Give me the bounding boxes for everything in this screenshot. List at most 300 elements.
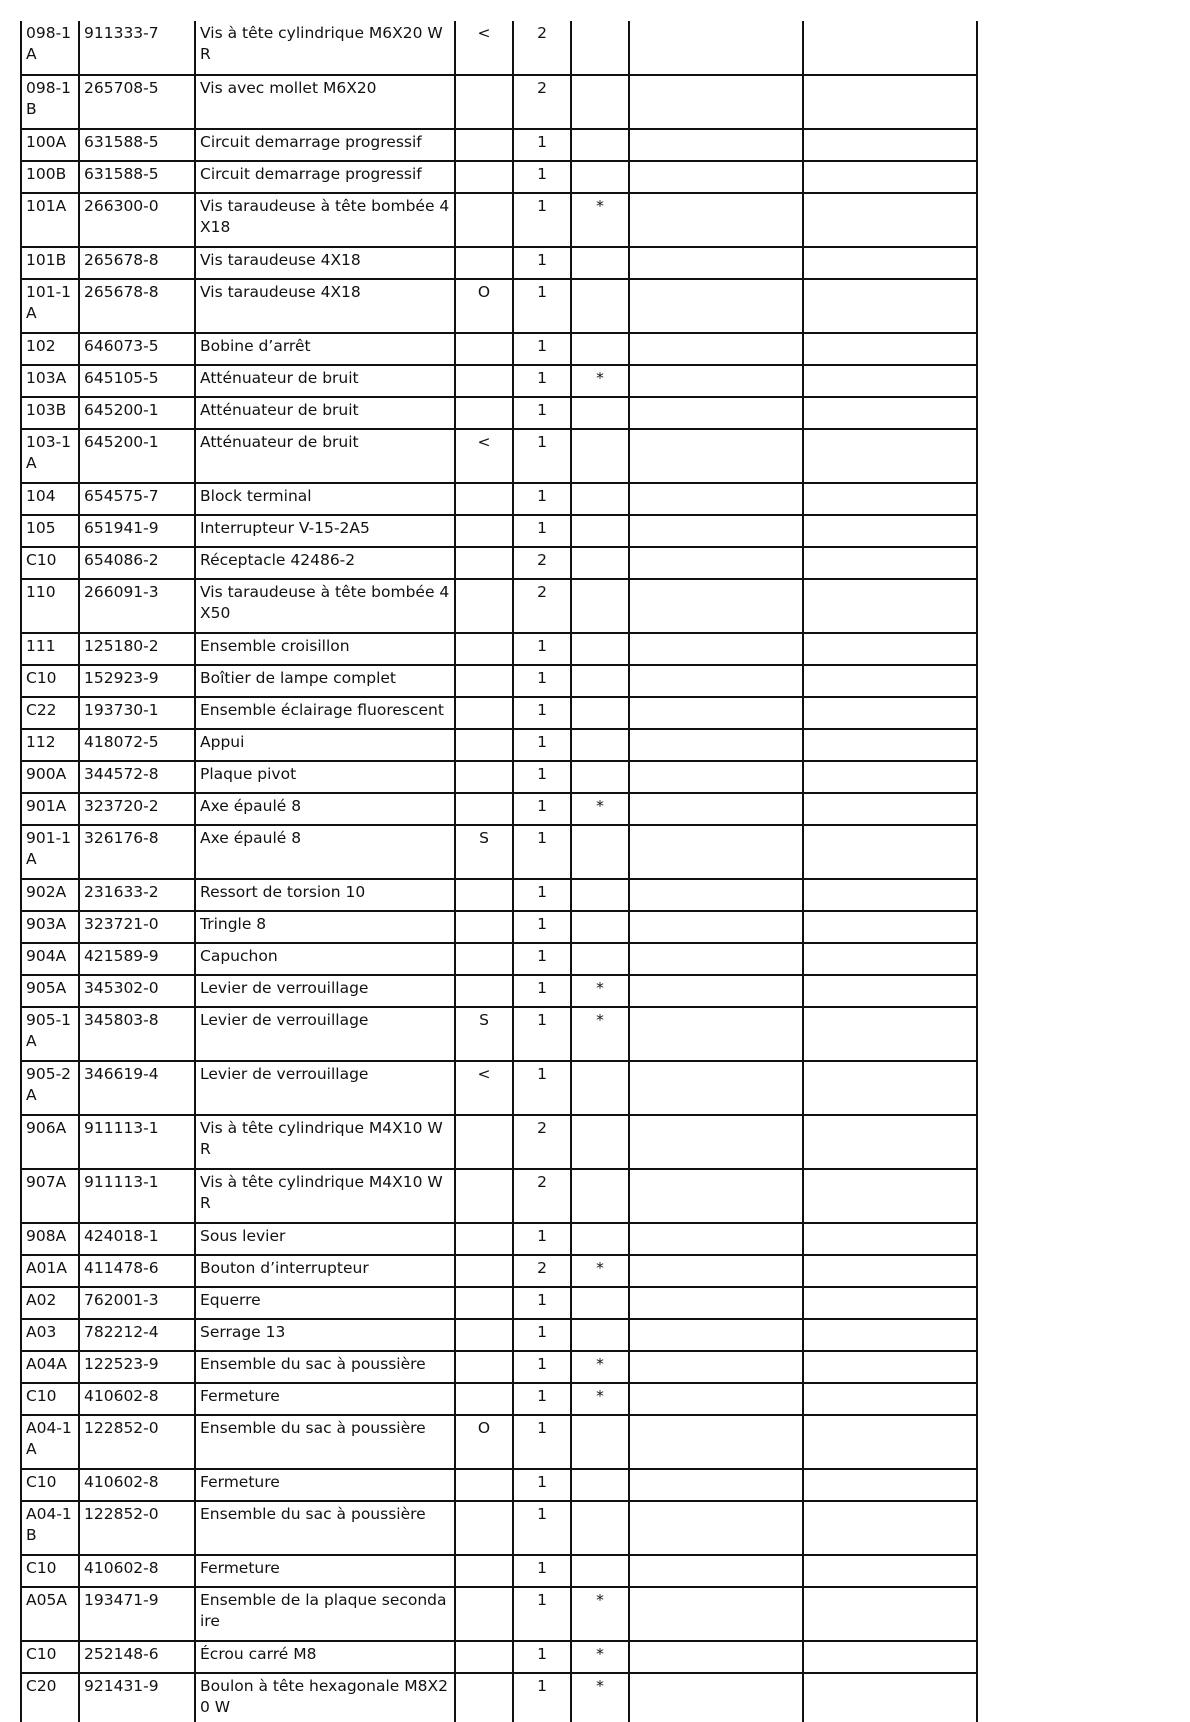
asterisk-cell: * [571, 1007, 629, 1061]
quantity-cell: 1 [513, 1673, 571, 1722]
asterisk-cell [571, 911, 629, 943]
item-no-cell: C22 [21, 697, 79, 729]
table-row [21, 1223, 977, 1255]
quantity-cell: 2 [513, 579, 571, 633]
item-no-cell: 906A [21, 1115, 79, 1169]
blank-col-1-cell [629, 761, 803, 793]
table-row [21, 129, 977, 161]
blank-col-1-cell [629, 793, 803, 825]
table-row [21, 761, 977, 793]
description-cell: Ensemble éclairage fluorescent [195, 697, 455, 729]
table-row [21, 247, 977, 279]
asterisk-cell [571, 75, 629, 129]
quantity-cell: 1 [513, 1501, 571, 1555]
mark-cell [455, 943, 513, 975]
description-cell: Fermeture [195, 1383, 455, 1415]
description-cell: Levier de verrouillage [195, 975, 455, 1007]
mark-cell [455, 1115, 513, 1169]
blank-col-2-cell [803, 943, 977, 975]
blank-col-2-cell [803, 975, 977, 1007]
item-no-cell: A04-1B [21, 1501, 79, 1555]
part-no-cell: 122852-0 [79, 1501, 195, 1555]
table-row [21, 161, 977, 193]
item-no-cell: C10 [21, 1469, 79, 1501]
mark-cell [455, 665, 513, 697]
blank-col-1-cell [629, 1223, 803, 1255]
description-cell: Levier de verrouillage [195, 1061, 455, 1115]
item-no-cell: 101A [21, 193, 79, 247]
asterisk-cell [571, 397, 629, 429]
description-cell: Ressort de torsion 10 [195, 879, 455, 911]
item-no-cell: 900A [21, 761, 79, 793]
quantity-cell: 1 [513, 483, 571, 515]
blank-col-1-cell [629, 729, 803, 761]
quantity-cell: 1 [513, 1319, 571, 1351]
mark-cell [455, 1223, 513, 1255]
asterisk-cell: * [571, 365, 629, 397]
item-no-cell: 111 [21, 633, 79, 665]
part-no-cell: 193471-9 [79, 1587, 195, 1641]
blank-col-1-cell [629, 193, 803, 247]
blank-col-1-cell [629, 911, 803, 943]
item-no-cell: 901-1A [21, 825, 79, 879]
quantity-cell: 2 [513, 1255, 571, 1287]
item-no-cell: 904A [21, 943, 79, 975]
item-no-cell: 103-1A [21, 429, 79, 483]
mark-cell: S [455, 825, 513, 879]
mark-cell [455, 365, 513, 397]
item-no-cell: 101B [21, 247, 79, 279]
description-cell: Vis à tête cylindrique M4X10 WR [195, 1169, 455, 1223]
item-no-cell: C10 [21, 1641, 79, 1673]
description-cell: Tringle 8 [195, 911, 455, 943]
quantity-cell: 2 [513, 547, 571, 579]
table-row [21, 1061, 977, 1115]
part-no-cell: 410602-8 [79, 1555, 195, 1587]
description-cell: Réceptacle 42486-2 [195, 547, 455, 579]
asterisk-cell: * [571, 975, 629, 1007]
item-no-cell: 110 [21, 579, 79, 633]
description-cell: Circuit demarrage progressif [195, 161, 455, 193]
asterisk-cell [571, 279, 629, 333]
description-cell: Axe épaulé 8 [195, 825, 455, 879]
part-no-cell: 265678-8 [79, 279, 195, 333]
blank-col-1-cell [629, 1555, 803, 1587]
blank-col-1-cell [629, 75, 803, 129]
part-no-cell: 911333-7 [79, 21, 195, 75]
parts-table [20, 21, 978, 1722]
description-cell: Equerre [195, 1287, 455, 1319]
blank-col-2-cell [803, 1169, 977, 1223]
item-no-cell: 907A [21, 1169, 79, 1223]
mark-cell [455, 729, 513, 761]
table-row [21, 793, 977, 825]
part-no-cell: 645200-1 [79, 397, 195, 429]
description-cell: Vis avec mollet M6X20 [195, 75, 455, 129]
quantity-cell: 1 [513, 247, 571, 279]
item-no-cell: A01A [21, 1255, 79, 1287]
quantity-cell: 1 [513, 879, 571, 911]
quantity-cell: 1 [513, 1415, 571, 1469]
item-no-cell: 103A [21, 365, 79, 397]
blank-col-2-cell [803, 1555, 977, 1587]
blank-col-1-cell [629, 633, 803, 665]
mark-cell [455, 793, 513, 825]
blank-col-1-cell [629, 1673, 803, 1722]
table-row [21, 1351, 977, 1383]
part-no-cell: 411478-6 [79, 1255, 195, 1287]
item-no-cell: A04A [21, 1351, 79, 1383]
quantity-cell: 1 [513, 1223, 571, 1255]
blank-col-1-cell [629, 1007, 803, 1061]
quantity-cell: 1 [513, 665, 571, 697]
description-cell: Circuit demarrage progressif [195, 129, 455, 161]
mark-cell: < [455, 21, 513, 75]
description-cell: Bobine d’arrêt [195, 333, 455, 365]
blank-col-2-cell [803, 1501, 977, 1555]
description-cell: Vis taraudeuse à tête bombée 4X50 [195, 579, 455, 633]
part-no-cell: 266300-0 [79, 193, 195, 247]
item-no-cell: 905-2A [21, 1061, 79, 1115]
blank-col-2-cell [803, 515, 977, 547]
blank-col-2-cell [803, 825, 977, 879]
table-row [21, 397, 977, 429]
blank-col-1-cell [629, 397, 803, 429]
blank-col-1-cell [629, 1351, 803, 1383]
asterisk-cell [571, 1115, 629, 1169]
asterisk-cell [571, 515, 629, 547]
quantity-cell: 2 [513, 75, 571, 129]
description-cell: Vis à tête cylindrique M4X10 WR [195, 1115, 455, 1169]
blank-col-2-cell [803, 279, 977, 333]
asterisk-cell [571, 1287, 629, 1319]
part-no-cell: 266091-3 [79, 579, 195, 633]
asterisk-cell: * [571, 1587, 629, 1641]
description-cell: Axe épaulé 8 [195, 793, 455, 825]
description-cell: Block terminal [195, 483, 455, 515]
asterisk-cell [571, 547, 629, 579]
mark-cell [455, 333, 513, 365]
table-row [21, 633, 977, 665]
table-row [21, 1383, 977, 1415]
blank-col-1-cell [629, 333, 803, 365]
blank-col-1-cell [629, 1469, 803, 1501]
part-no-cell: 323720-2 [79, 793, 195, 825]
part-no-cell: 645105-5 [79, 365, 195, 397]
item-no-cell: 101-1A [21, 279, 79, 333]
description-cell: Sous levier [195, 1223, 455, 1255]
mark-cell: < [455, 1061, 513, 1115]
blank-col-1-cell [629, 1115, 803, 1169]
description-cell: Atténuateur de bruit [195, 365, 455, 397]
blank-col-2-cell [803, 547, 977, 579]
mark-cell: O [455, 279, 513, 333]
mark-cell [455, 483, 513, 515]
item-no-cell: A02 [21, 1287, 79, 1319]
asterisk-cell [571, 943, 629, 975]
item-no-cell: A03 [21, 1319, 79, 1351]
table-row [21, 483, 977, 515]
blank-col-2-cell [803, 1587, 977, 1641]
part-no-cell: 193730-1 [79, 697, 195, 729]
description-cell: Interrupteur V-15-2A5 [195, 515, 455, 547]
item-no-cell: C10 [21, 665, 79, 697]
blank-col-2-cell [803, 633, 977, 665]
part-no-cell: 782212-4 [79, 1319, 195, 1351]
blank-col-1-cell [629, 825, 803, 879]
mark-cell [455, 1555, 513, 1587]
quantity-cell: 1 [513, 1007, 571, 1061]
asterisk-cell [571, 579, 629, 633]
item-no-cell: 903A [21, 911, 79, 943]
blank-col-1-cell [629, 515, 803, 547]
part-no-cell: 346619-4 [79, 1061, 195, 1115]
asterisk-cell [571, 247, 629, 279]
description-cell: Bouton d’interrupteur [195, 1255, 455, 1287]
quantity-cell: 2 [513, 21, 571, 75]
blank-col-2-cell [803, 129, 977, 161]
table-row [21, 729, 977, 761]
mark-cell [455, 547, 513, 579]
part-no-cell: 344572-8 [79, 761, 195, 793]
quantity-cell: 1 [513, 911, 571, 943]
quantity-cell: 1 [513, 697, 571, 729]
table-row [21, 825, 977, 879]
quantity-cell: 1 [513, 397, 571, 429]
blank-col-1-cell [629, 1169, 803, 1223]
blank-col-1-cell [629, 161, 803, 193]
mark-cell [455, 761, 513, 793]
description-cell: Serrage 13 [195, 1319, 455, 1351]
quantity-cell: 1 [513, 1061, 571, 1115]
table-row [21, 879, 977, 911]
table-row [21, 365, 977, 397]
parts-table-body [21, 21, 977, 1722]
blank-col-2-cell [803, 1287, 977, 1319]
blank-col-1-cell [629, 483, 803, 515]
asterisk-cell [571, 729, 629, 761]
item-no-cell: 098-1A [21, 21, 79, 75]
part-no-cell: 921431-9 [79, 1673, 195, 1722]
asterisk-cell: * [571, 1641, 629, 1673]
blank-col-2-cell [803, 879, 977, 911]
table-row [21, 911, 977, 943]
asterisk-cell [571, 1169, 629, 1223]
quantity-cell: 1 [513, 825, 571, 879]
mark-cell [455, 1169, 513, 1223]
blank-col-1-cell [629, 547, 803, 579]
description-cell: Ensemble du sac à poussière [195, 1501, 455, 1555]
item-no-cell: 102 [21, 333, 79, 365]
table-row [21, 75, 977, 129]
table-row [21, 1007, 977, 1061]
asterisk-cell [571, 21, 629, 75]
mark-cell [455, 161, 513, 193]
item-no-cell: 905-1A [21, 1007, 79, 1061]
description-cell: Ensemble de la plaque secondaire [195, 1587, 455, 1641]
part-no-cell: 651941-9 [79, 515, 195, 547]
mark-cell [455, 1587, 513, 1641]
blank-col-1-cell [629, 697, 803, 729]
item-no-cell: C20 [21, 1673, 79, 1722]
table-row [21, 665, 977, 697]
mark-cell [455, 579, 513, 633]
blank-col-2-cell [803, 193, 977, 247]
blank-col-2-cell [803, 665, 977, 697]
item-no-cell: 112 [21, 729, 79, 761]
description-cell: Ensemble croisillon [195, 633, 455, 665]
blank-col-1-cell [629, 943, 803, 975]
blank-col-2-cell [803, 729, 977, 761]
mark-cell [455, 975, 513, 1007]
quantity-cell: 1 [513, 793, 571, 825]
description-cell: Appui [195, 729, 455, 761]
blank-col-2-cell [803, 21, 977, 75]
asterisk-cell [571, 1415, 629, 1469]
part-no-cell: 631588-5 [79, 161, 195, 193]
table-row [21, 515, 977, 547]
description-cell: Atténuateur de bruit [195, 397, 455, 429]
table-row [21, 193, 977, 247]
blank-col-2-cell [803, 579, 977, 633]
blank-col-2-cell [803, 75, 977, 129]
mark-cell [455, 193, 513, 247]
blank-col-2-cell [803, 429, 977, 483]
part-no-cell: 265678-8 [79, 247, 195, 279]
mark-cell: S [455, 1007, 513, 1061]
item-no-cell: A05A [21, 1587, 79, 1641]
mark-cell [455, 1469, 513, 1501]
item-no-cell: 905A [21, 975, 79, 1007]
blank-col-1-cell [629, 429, 803, 483]
asterisk-cell [571, 697, 629, 729]
mark-cell [455, 911, 513, 943]
quantity-cell: 1 [513, 515, 571, 547]
blank-col-1-cell [629, 579, 803, 633]
item-no-cell: 901A [21, 793, 79, 825]
blank-col-2-cell [803, 1383, 977, 1415]
mark-cell [455, 1673, 513, 1722]
quantity-cell: 1 [513, 193, 571, 247]
mark-cell [455, 1351, 513, 1383]
table-row [21, 943, 977, 975]
blank-col-1-cell [629, 1255, 803, 1287]
part-no-cell: 326176-8 [79, 825, 195, 879]
asterisk-cell [571, 1501, 629, 1555]
description-cell: Boîtier de lampe complet [195, 665, 455, 697]
asterisk-cell [571, 665, 629, 697]
blank-col-1-cell [629, 247, 803, 279]
quantity-cell: 1 [513, 1351, 571, 1383]
table-row [21, 1287, 977, 1319]
blank-col-1-cell [629, 975, 803, 1007]
table-row [21, 579, 977, 633]
asterisk-cell [571, 825, 629, 879]
blank-col-2-cell [803, 1641, 977, 1673]
quantity-cell: 1 [513, 279, 571, 333]
item-no-cell: C10 [21, 1383, 79, 1415]
blank-col-1-cell [629, 279, 803, 333]
quantity-cell: 1 [513, 943, 571, 975]
item-no-cell: 902A [21, 879, 79, 911]
blank-col-1-cell [629, 1501, 803, 1555]
item-no-cell: 098-1B [21, 75, 79, 129]
table-row [21, 429, 977, 483]
blank-col-2-cell [803, 365, 977, 397]
blank-col-2-cell [803, 333, 977, 365]
part-no-cell: 323721-0 [79, 911, 195, 943]
quantity-cell: 1 [513, 429, 571, 483]
part-no-cell: 646073-5 [79, 333, 195, 365]
quantity-cell: 1 [513, 975, 571, 1007]
quantity-cell: 2 [513, 1115, 571, 1169]
part-no-cell: 410602-8 [79, 1383, 195, 1415]
part-no-cell: 122523-9 [79, 1351, 195, 1383]
mark-cell [455, 75, 513, 129]
blank-col-2-cell [803, 761, 977, 793]
part-no-cell: 418072-5 [79, 729, 195, 761]
item-no-cell: 100A [21, 129, 79, 161]
table-row [21, 1415, 977, 1469]
item-no-cell: 103B [21, 397, 79, 429]
mark-cell [455, 633, 513, 665]
description-cell: Vis taraudeuse 4X18 [195, 279, 455, 333]
quantity-cell: 1 [513, 761, 571, 793]
part-no-cell: 654086-2 [79, 547, 195, 579]
part-no-cell: 911113-1 [79, 1169, 195, 1223]
mark-cell: < [455, 429, 513, 483]
asterisk-cell [571, 1469, 629, 1501]
mark-cell [455, 1501, 513, 1555]
part-no-cell: 265708-5 [79, 75, 195, 129]
table-row [21, 1587, 977, 1641]
description-cell: Boulon à tête hexagonale M8X20 W [195, 1673, 455, 1722]
blank-col-2-cell [803, 1223, 977, 1255]
description-cell: Vis à tête cylindrique M6X20 WR [195, 21, 455, 75]
description-cell: Fermeture [195, 1555, 455, 1587]
table-row [21, 1641, 977, 1673]
mark-cell [455, 247, 513, 279]
blank-col-2-cell [803, 247, 977, 279]
table-row [21, 1555, 977, 1587]
asterisk-cell [571, 1555, 629, 1587]
blank-col-1-cell [629, 129, 803, 161]
quantity-cell: 1 [513, 1287, 571, 1319]
quantity-cell: 1 [513, 1469, 571, 1501]
mark-cell [455, 1641, 513, 1673]
description-cell: Écrou carré M8 [195, 1641, 455, 1673]
table-row [21, 1115, 977, 1169]
mark-cell [455, 697, 513, 729]
quantity-cell: 1 [513, 161, 571, 193]
description-cell: Ensemble du sac à poussière [195, 1351, 455, 1383]
part-no-cell: 125180-2 [79, 633, 195, 665]
asterisk-cell [571, 129, 629, 161]
item-no-cell: 908A [21, 1223, 79, 1255]
asterisk-cell [571, 1061, 629, 1115]
part-no-cell: 122852-0 [79, 1415, 195, 1469]
description-cell: Vis taraudeuse 4X18 [195, 247, 455, 279]
blank-col-2-cell [803, 1255, 977, 1287]
table-row [21, 547, 977, 579]
part-no-cell: 762001-3 [79, 1287, 195, 1319]
part-no-cell: 424018-1 [79, 1223, 195, 1255]
item-no-cell: C10 [21, 1555, 79, 1587]
blank-col-2-cell [803, 1115, 977, 1169]
blank-col-2-cell [803, 793, 977, 825]
asterisk-cell: * [571, 1255, 629, 1287]
asterisk-cell [571, 161, 629, 193]
